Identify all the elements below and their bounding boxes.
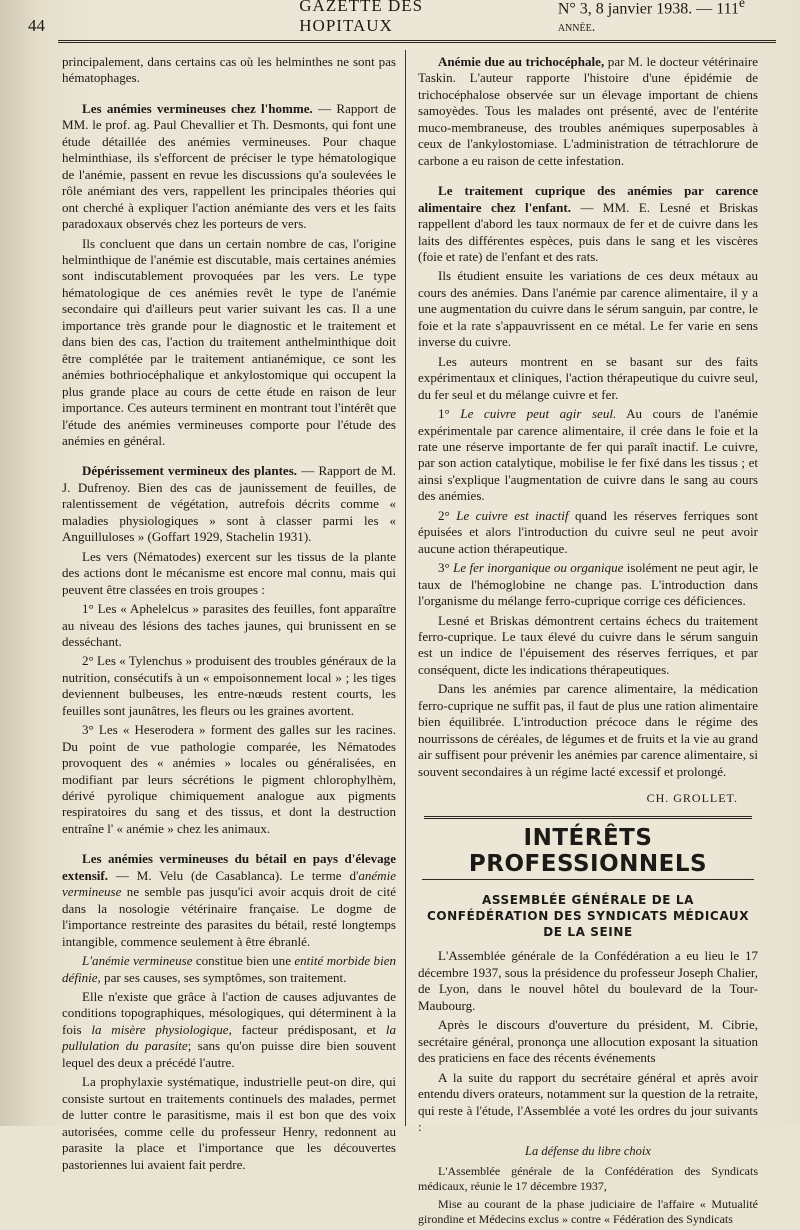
paragraph	[62, 851, 396, 950]
journal-title: GAZETTE DES HOPITAUX	[299, 0, 424, 35]
paragraph	[418, 183, 758, 265]
column-divider	[405, 50, 406, 1126]
assembly-title-line: CONFÉDÉRATION DES SYNDICATS MÉDICAUX DE LA SEINE	[426, 909, 750, 940]
author-signature: CH. GROLLET.	[646, 791, 738, 806]
paragraph	[418, 54, 758, 169]
paragraph-text: , facteur prédisposant, et	[228, 1021, 386, 1037]
section-title: Les anémies vermineuses du bétail en pays d'élevage extensif.	[62, 851, 396, 883]
paragraph	[62, 989, 396, 1071]
paragraph: Les vers (Nématodes) exercent sur les tissus de la plante des actions dont le mécanisme est encore mal connu, mais qui peuvent être classées en trois groupes :	[62, 548, 396, 597]
paragraph: L'Assemblée générale de la Confédération a eu lieu le 17 décembre 1937, sous la présidence du professeur Joseph Chalier, de Lyon, dans le nouvel hôtel du boulevard de la Tour-Maubourg.	[418, 948, 758, 1013]
paragraph-text: isolément ne peut agir, le taux de l'hémoglobine ne change pas. L'introduction dans l'organisme du mélange ferro-cuprique corrige ces déficiences.	[418, 560, 758, 609]
paragraph	[418, 508, 758, 557]
paragraph-text: 1°	[438, 406, 461, 422]
paragraph-text: — Rapport de M. J. Dufrenoy. Bien des cas de jaunissement de feuilles, de ralentissement de végétation, autrefois décrits comme « maladies physiologiques » sont à classer parmi les « Anguilluloses » (Goffart 1929, Stachelin 1931).	[62, 463, 396, 545]
paragraph: Dans les anémies par carence alimentaire, la médication ferro-cuprique ne suffit pas, il faut de plus une ration alimentaire bien équilibrée. L'introduction précoce dans le régime des nourrissons de céréales, de légumes et de fruits et la vie au grand air suffisent pour prévenir les anémies par carence alimentaire, si souvent secondaires à un régime lacté excessif et prolongé.	[418, 681, 758, 779]
paragraph-text: 2°	[438, 507, 457, 523]
italic-text: Le cuivre est inactif	[456, 507, 569, 523]
section-banner: INTÉRÊTS PROFESSIONNELS	[468, 825, 708, 878]
section-title: Les anémies vermineuses chez l'homme.	[82, 100, 313, 116]
paragraph: principalement, dans certains cas où les helminthes ne sont pas hématophages.	[62, 54, 396, 86]
issue-info	[558, 0, 776, 36]
paragraph: 3° Les « Heserodera » forment des galles sur les racines. Du point de vue pathologie comparée, les Nématodes provoquent des « anémies » locales ou généralisées, en modifiant par leurs sécrétions le pigment chlorophylhèm, dérivé pyrolique chimiquement analogue aux pigments respiratoires du sang et des tissus, et dont la destruction entraîne l' « anémie » chez les animaux.	[62, 722, 396, 836]
subheading: La défense du libre choix	[525, 1144, 651, 1159]
paragraph: L'Assemblée générale de la Confédération des Syndicats médicaux, réunie le 17 décembre 1937,	[418, 1163, 758, 1193]
paragraph	[418, 560, 758, 609]
paragraph: 1° Les « Aphelelcus » parasites des feuilles, font apparaître au niveau des lésions des taches jaunes, qui brunissent en se desséchant.	[62, 601, 396, 649]
italic-text: L'anémie vermineuse	[82, 953, 193, 969]
issue-superscript: e	[739, 0, 745, 10]
paragraph: 2° Les « Tylenchus » produisent des troubles généraux de la nutrition, consécutifs à un « empoisonnement local » ; les tiges deviennent bulbeuses, les entre-nœuds restent courts, les feuilles sont jaunâtres, les fleurs ou les graines avortent.	[62, 653, 396, 718]
italic-text: la pullulation du parasite	[62, 1021, 396, 1054]
paragraph: Les auteurs montrent en se basant sur des faits expérimentaux et cliniques, l'action thérapeutique du cuivre seul, du fer seul et du mélange cuivre et fer.	[418, 353, 758, 402]
assembly-title	[418, 892, 758, 940]
paragraph: Lesné et Briskas démontrent certains échecs du traitement ferro-cuprique. Le taux élevé du cuivre dans le sérum sanguin est un indice de l'épuisement des réserves ferriques, et par conséquent, dicte les indications thérapeutiques.	[418, 612, 758, 677]
section-title: Dépérissement vermineux des plantes.	[82, 463, 298, 479]
left-column	[62, 54, 396, 1176]
paragraph-text: par M. le docteur vétérinaire Taskin. L'auteur rapporte l'histoire d'une épidémie de trichocéphalose observée sur un élevage important de chiens samoyèdes. Tous les malades ont présenté, avec de l'entérite muco-membraneuse, des troubles anémiques superposables à ceux de l'ankylostomiase. L'administration de tétrachlorure de carbone a eu raison de cette infestation.	[418, 54, 758, 168]
issue-year: année.	[557, 20, 596, 35]
italic-text: entité morbide bien définie	[62, 953, 397, 985]
paragraph-text: Elle n'existe que grâce à l'action de causes adjuvantes de conditions topographiques, mésologiques, qui déterminent à la fois	[62, 989, 396, 1037]
paragraph-text: ; sans qu'on puisse dire bien souvent lequel des deux a précédé l'autre.	[62, 1038, 396, 1070]
paragraph	[418, 406, 758, 505]
banner-rule	[422, 879, 754, 880]
paragraph	[62, 953, 396, 986]
paragraph: Après le discours d'ouverture du président, M. Cibrie, secrétaire général, prononça une allocution exposant la situation des praticiens en face des récents événements	[418, 1017, 758, 1066]
paragraph-text: — M. Velu (de Casablanca). Le terme d'	[108, 867, 359, 883]
paragraph	[62, 463, 396, 545]
italic-text: Le fer inorganique ou organique	[453, 560, 624, 576]
paragraph: A la suite du rapport du secrétaire général et après avoir entendu divers orateurs, notamment sur la question de la retraite, qui reste à l'étude, l'Assemblée a voté les ordres du jour suivants :	[418, 1069, 758, 1135]
section-title: Anémie due au trichocéphale,	[438, 54, 605, 69]
assembly-title-line: ASSEMBLÉE GÉNÉRALE DE LA	[481, 893, 695, 908]
paragraph: Ils concluent que dans un certain nombre de cas, l'origine helminthique de l'anémie est discutable, mais certaines anémies sont indiscutablement provoquées par les vers. Le type hématologique de ces anémies revêt le type de l'anémie secondaire qui d'ailleurs peut varier suivant les cas. Il a une importance très grande pour le diagnostic et le traitement et dans bien des cas, l'action du traitement anthelminthique doit être complétée par le traitement antianémique, ce sont les anémies bothriocéphalique et ankylostomique qui occupent la plus grande place au cours de cette étude en raison de leur importance. Ces auteurs terminent en montrant tout l'intérêt que l'étude des anémies vermineuses comporte pour l'étude des anémies en général.	[62, 235, 396, 448]
paragraph-text: ne semble pas jusqu'ici avoir acquis droit de cité dans la nosologie vétérinaire française. Le dogme de l'importance restreinte des parasites du bétail, resté longtemps intangible, commence seulement à être ébranlé.	[62, 884, 396, 949]
header-rule	[58, 40, 776, 43]
section-title: Le traitement cuprique des anémies par carence alimentaire chez l'enfant.	[418, 183, 758, 215]
paragraph-text: quand les réserves ferriques sont épuisées et alors l'introduction du cuivre seul ne peut avoir aucune action thérapeutique.	[418, 507, 758, 556]
paragraph-text: constitue bien une	[192, 953, 295, 969]
paragraph-text: , par ses causes, ses symptômes, son traitement.	[97, 969, 347, 985]
page-number: 44	[28, 16, 45, 35]
paragraph: Mise au courant de la phase judiciaire de l'affaire « Mutualité girondine et Médecins exclus » contre « Fédération des Syndicats	[418, 1196, 758, 1226]
paragraph-text: — MM. E. Lesné et Briskas rappellent d'abord les taux normaux de fer et de cuivre dans les laits des différentes espèces, puis dans le sang et les viscères (foie et rate) de l'enfant et des rats.	[418, 199, 758, 264]
section-separator	[424, 816, 752, 819]
paragraph-text: Au cours de l'anémie expérimentale par carence alimentaire, il crée dans le foie et la rate une réserve importante de fer qui paraît inactif. Le cuivre, par son action catalytique, mobilise le fer fixé dans les tissus ; et ainsi s'explique l'augmentation de cuivre dans le sang au cours des anémies.	[418, 406, 758, 504]
paragraph: La prophylaxie systématique, industrielle peut-on dire, qui consiste surtout en traitements continuels des malades, permet de lutter contre le parasitisme, mais il est bon que des voix autorisées, comme celle du professeur Henry, redonnent au parasite la place et l'importance que les découvertes pastoriennes lui avaient fait perdre.	[62, 1074, 396, 1172]
italic-text: Le cuivre peut agir seul.	[460, 406, 617, 422]
italic-text: anémie vermineuse	[62, 867, 396, 900]
italic-text: la misère physiologique	[91, 1021, 229, 1037]
paragraph: Ils étudient ensuite les variations de ces deux métaux au cours des anémies. Dans l'anémie par carence alimentaire, il y a une augmentation du cuivre dans le sérum sanguin, par contre, le foie et la rate s'appauvrissent en ce métal. Le fer varie en sens inverse du cuivre.	[418, 268, 758, 350]
issue-date: N° 3, 8 janvier 1938. — 111	[557, 0, 740, 17]
paragraph	[62, 101, 396, 233]
paragraph-text: 3°	[438, 560, 454, 576]
page-header	[28, 0, 776, 36]
right-column	[418, 54, 758, 1230]
paragraph-text: — Rapport de MM. le prof. ag. Paul Chevallier et Th. Desmonts, qui font une étude détaillée des anémies vermineuses. Pour chaque helminthiase, ils s'efforcent de préciser le type hématologique de l'anémie, passent en revue les discussions qu'a soulevées le rôle anémiant des vers, rappellent les principales théories qui ont cherché à expliquer l'action anémiante des vers et les faits paradoxaux observés chez les porteurs de vers.	[62, 100, 396, 232]
